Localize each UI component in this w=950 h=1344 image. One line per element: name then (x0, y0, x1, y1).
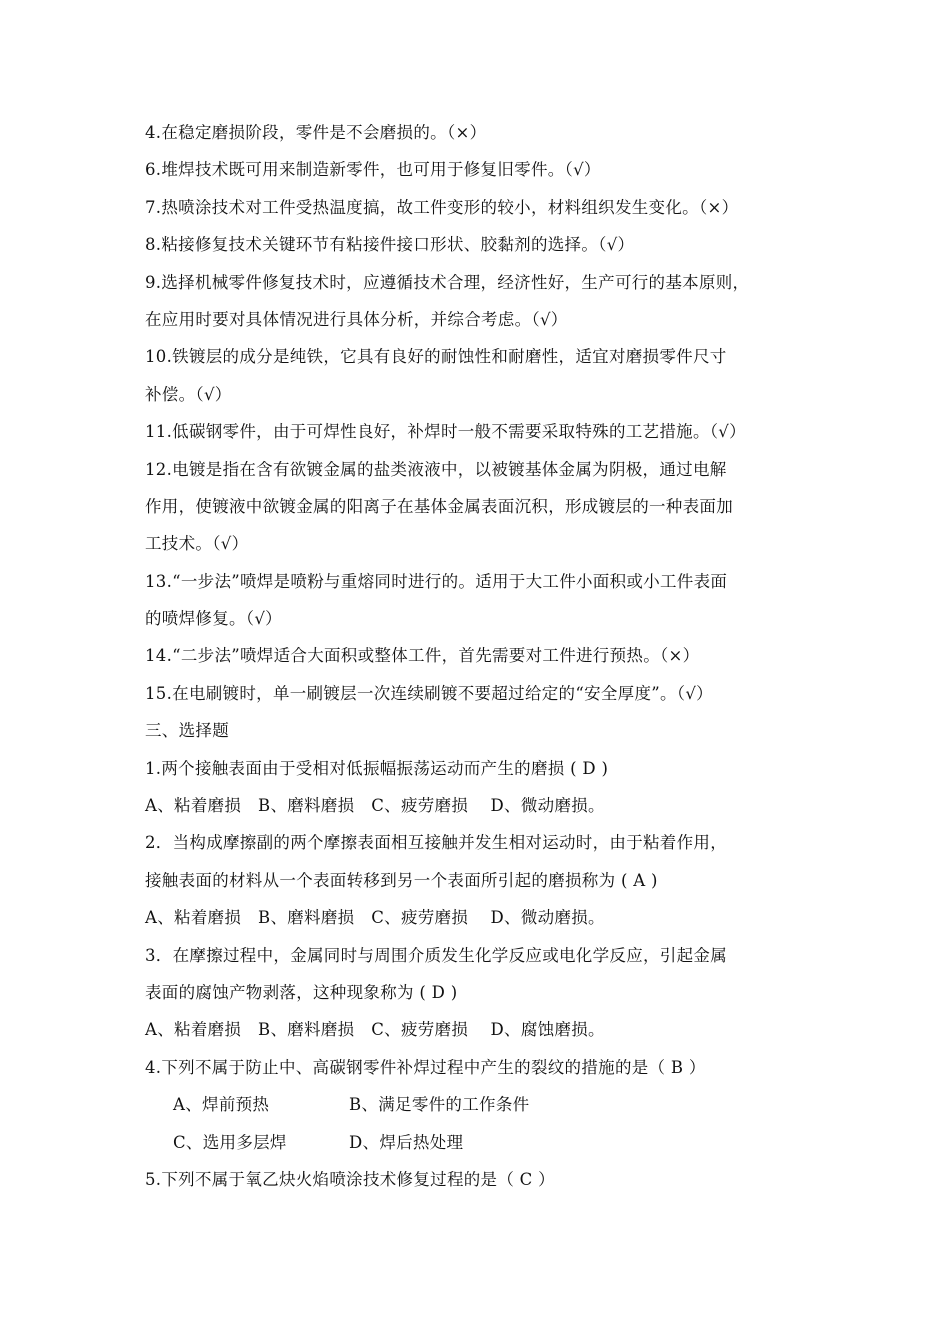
option-d: D、焊后热处理 (349, 1132, 464, 1152)
text-line: 在应用时要对具体情况进行具体分析，并综合考虑。（√） (145, 309, 568, 329)
text-line: 工技术。（√） (145, 534, 249, 554)
text-line: 11.低碳钢零件，由于可焊性良好，补焊时一般不需要采取特殊的工艺措施。（√） (145, 422, 746, 442)
option-b: B、满足零件的工作条件 (349, 1095, 530, 1115)
question-line: 接触表面的材料从一个表面转移到另一个表面所引起的磨损称为 ( A ) (145, 870, 658, 890)
text-line: 13.“一步法”喷焊是喷粉与重熔同时进行的。适用于大工件小面积或小工件表面 (145, 571, 728, 591)
text-line: 10.铁镀层的成分是纯铁，它具有良好的耐蚀性和耐磨性，适宜对磨损零件尺寸 (145, 347, 727, 367)
options-line: A、粘着磨损 B、磨料磨损 C、疲劳磨损 D、腐蚀磨损。 (145, 1020, 605, 1040)
options-line (145, 1124, 813, 1161)
options-line: A、粘着磨损 B、磨料磨损 C、疲劳磨损 D、微动磨损。 (145, 908, 605, 928)
text-line: 9.选择机械零件修复技术时，应遵循技术合理，经济性好，生产可行的基本原则， (145, 272, 750, 292)
text-line: 15.在电刷镀时，单一刷镀层一次连续刷镀不要超过给定的“安全厚度”。（√） (145, 683, 713, 703)
question-line: 3．在摩擦过程中，金属同时与周围介质发生化学反应或电化学反应，引起金属 (145, 945, 727, 965)
text-line: 14.“二步法”喷焊适合大面积或整体工件，首先需要对工件进行预热。（×） (145, 646, 700, 666)
text-line: 作用，使镀液中欲镀金属的阳离子在基体金属表面沉积，形成镀层的一种表面加 (145, 496, 733, 516)
section-heading: 三、选择题 (145, 721, 229, 741)
document-body (145, 114, 813, 1198)
text-line: 7.热喷涂技术对工件受热温度搞，故工件变形的较小，材料组织发生变化。（×） (145, 197, 739, 217)
text-line: 6.堆焊技术既可用来制造新零件，也可用于修复旧零件。（√） (145, 160, 601, 180)
text-line: 8.粘接修复技术关键环节有粘接件接口形状、胶黏剂的选择。（√） (145, 235, 635, 255)
question-line: 1.两个接触表面由于受相对低振幅振荡运动而产生的磨损 ( D ) (145, 758, 609, 778)
text-line: 的喷焊修复。（√） (145, 609, 282, 629)
question-line: 2．当构成摩擦副的两个摩擦表面相互接触并发生相对运动时，由于粘着作用， (145, 833, 727, 853)
text-line: 4.在稳定磨损阶段，零件是不会磨损的。（×） (145, 123, 487, 142)
option-c: C、选用多层焊 (173, 1132, 287, 1152)
options-line (145, 1086, 813, 1123)
question-line: 表面的腐蚀产物剥落，这种现象称为 ( D ) (145, 982, 458, 1002)
option-a: A、焊前预热 (173, 1095, 270, 1115)
text-line: 12.电镀是指在含有欲镀金属的盐类液液中，以被镀基体金属为阴极，通过电解 (145, 459, 727, 479)
text-line: 补偿。（√） (145, 384, 232, 404)
question-line: 4.下列不属于防止中、高碳钢零件补焊过程中产生的裂纹的措施的是（ B ） (145, 1057, 706, 1077)
question-line: 5.下列不属于氧乙炔火焰喷涂技术修复过程的是（ C ） (145, 1169, 555, 1189)
options-line: A、粘着磨损 B、磨料磨损 C、疲劳磨损 D、微动磨损。 (145, 796, 605, 816)
